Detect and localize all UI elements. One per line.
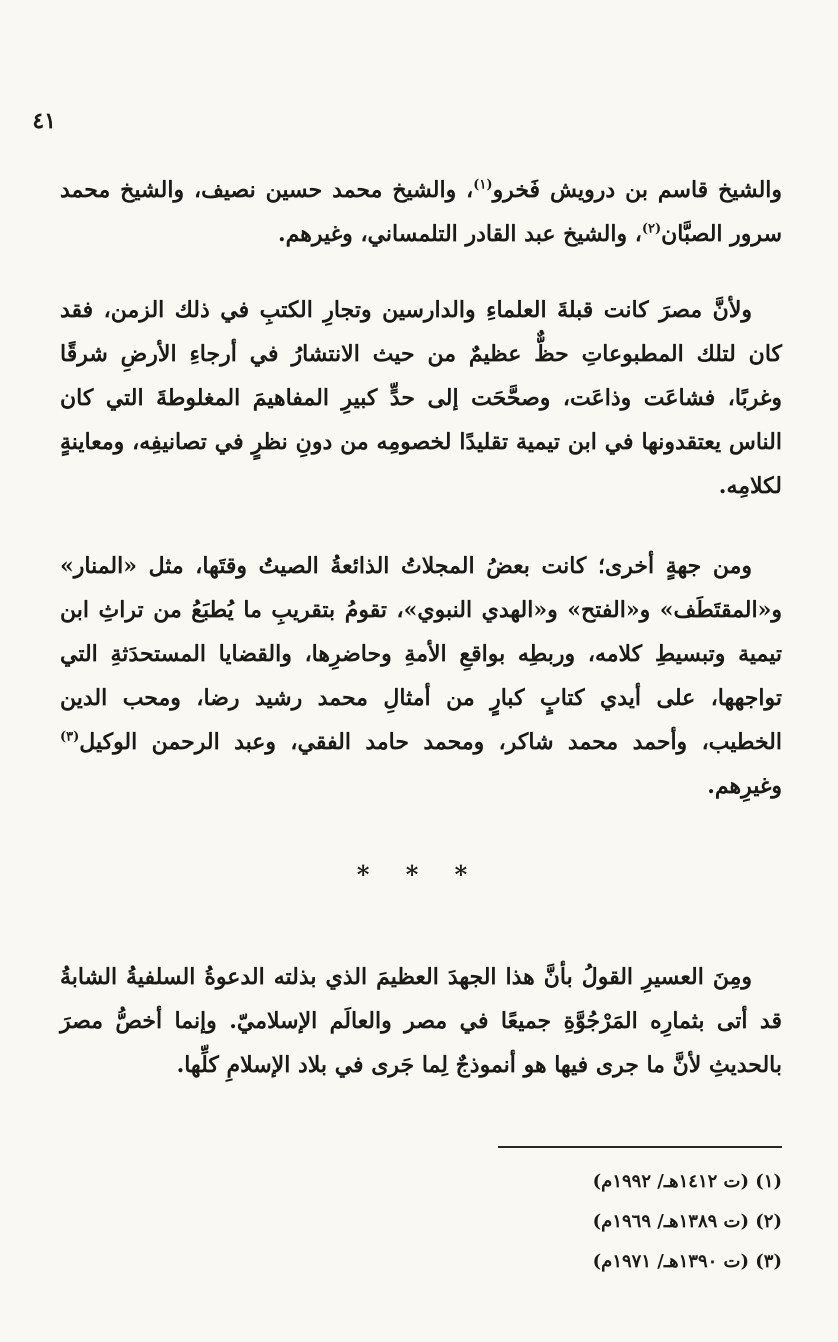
footnote-1: (١) (ت ١٤١٢هـ/ ١٩٩٢م) [592, 1171, 782, 1192]
footnote-ref-2: (٢) [641, 221, 662, 237]
paragraph-1 [60, 168, 782, 256]
footnote-3: (٣) (ت ١٣٩٠هـ/ ١٩٧١م) [592, 1251, 782, 1272]
footnote-2: (٢) (ت ١٣٨٩هـ/ ١٩٦٩م) [592, 1211, 782, 1232]
section-separator: * * * [356, 860, 482, 889]
footnote-ref-3: (٣) [60, 729, 80, 745]
paragraph-1-text-a: والشيخ قاسم بن درويش فَخرو [492, 177, 783, 203]
paragraph-3-text-b: وغيرِهم. [707, 773, 782, 799]
paragraph-1-text-c: ، والشيخ عبد القادر التلمساني، وغيرهم. [277, 221, 642, 247]
paragraph-3 [60, 544, 782, 808]
paragraph-3-text-a: ومن جهةٍ أخرى؛ كانت بعضُ المجلاتُ الذائعةُ الصيتُ وقتَها، مثل «المنار» و«المقتَطَف» و«الفتح» و«الهدي النبوي»، تقومُ بتقريبِ ما يُطبَعُ من تراثِ ابن تيمية وتبسيطِ كلامه، وربطِه بواقعِ الأمةِ وحاضرِها، والقضايا المستحدَثةِ التي تواجهها، على أيدي كتابٍ كبارٍ من أمثالِ محمد رشيد رضا، ومحب الدين الخطيب، وأحمد محمد شاكر، ومحمد حامد الفقي، وعبد الرحمن الوكيل [60, 553, 783, 755]
footnote-divider [498, 1146, 782, 1148]
footnote-ref-1: (١) [473, 177, 493, 193]
paragraph-1-text-b: ، والشيخ محمد حسين نصيف، والشيخ محمد سرور الصبَّان [60, 177, 782, 247]
paragraph-4-text: ومِنَ العسيرِ القولُ بأنَّ هذا الجهدَ العظيمَ الذي بذلته الدعوةُ السلفيةُ الشابةُ قد أتى بثمارِه المَرْجُوَّةِ جميعًا في مصر والعالَم الإسلاميّ. وإنما أخصُّ مصرَ بالحديثِ لأنَّ ما جرى فيها هو أنموذجٌ لِما جَرى في بلاد الإسلامِ كلِّها. [60, 964, 782, 1078]
paragraph-4 [60, 955, 782, 1087]
footnotes [400, 1162, 782, 1282]
paragraph-2 [60, 288, 782, 508]
paragraph-2-text: ولأنَّ مصرَ كانت قبلةَ العلماءِ والدارسين وتجارِ الكتبِ في ذلك الزمن، فقد كان لتلك المطبوعاتِ حظٌّ عظيمٌ من حيث الانتشارُ في أرجاءِ الأرضِ شرقًا وغربًا، فشاعَت وذاعَت، وصحَّحَت إلى حدٍّ كبيرِ المفاهيمَ المغلوطةَ التي كان الناس يعتقدونها في ابن تيمية تقليدًا لخصومِه من دونِ نظرٍ في تصانيفِه، ومعاينةٍ لكلامِه. [60, 297, 782, 499]
page-number: ٤١ [32, 108, 56, 134]
